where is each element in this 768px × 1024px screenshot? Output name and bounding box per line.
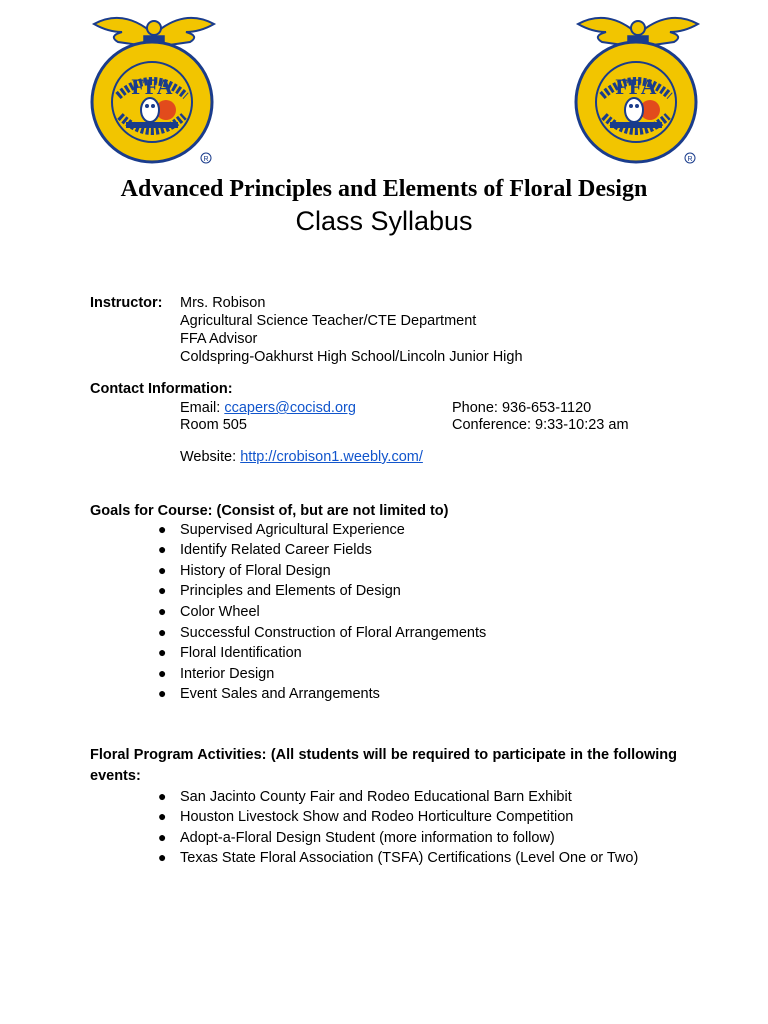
goal-item: Supervised Agricultural Experience (180, 522, 405, 538)
page-title: Advanced Principles and Elements of Floral Design (120, 176, 648, 202)
website-line (180, 448, 423, 466)
instructor-title: Agricultural Science Teacher/CTE Department (180, 313, 477, 329)
room-text: Room 505 (180, 417, 247, 433)
instructor-role: FFA Advisor (180, 331, 258, 347)
goal-item: Color Wheel (180, 604, 260, 620)
goal-item: Principles and Elements of Design (180, 583, 401, 599)
email-label: Email: (180, 400, 225, 416)
instructor-name: Mrs. Robison (180, 295, 266, 311)
ffa-emblem-right (574, 6, 702, 166)
bullet-icon: ● (158, 829, 167, 845)
bullet-icon: ● (158, 788, 167, 804)
logo-text: FFA (131, 74, 173, 99)
activity-item: Houston Livestock Show and Rodeo Horticulture Competition (180, 809, 574, 825)
activity-item: San Jacinto County Fair and Rodeo Educational Barn Exhibit (180, 789, 572, 805)
logo-text: FFA (615, 74, 657, 99)
activity-item: Adopt-a-Floral Design Student (more information to follow) (180, 830, 555, 846)
svg-text:R: R (687, 156, 693, 163)
goal-item: Interior Design (180, 666, 275, 682)
activity-item: Texas State Floral Association (TSFA) Certifications (Level One or Two) (180, 850, 639, 866)
ffa-emblem-left (90, 6, 218, 166)
instructor-school: Coldspring-Oakhurst High School/Lincoln Junior High (180, 349, 523, 365)
goal-item: Successful Construction of Floral Arrangements (180, 625, 487, 641)
bullet-icon: ● (158, 849, 167, 865)
bullet-icon: ● (158, 808, 167, 824)
bullet-icon: ● (158, 685, 167, 701)
bullet-icon: ● (158, 521, 167, 537)
bullet-icon: ● (158, 603, 167, 619)
bullet-icon: ● (158, 644, 167, 660)
email-line (180, 399, 356, 417)
bullet-icon: ● (158, 624, 167, 640)
website-label: Website: (180, 449, 241, 465)
website-link[interactable]: http://crobison1.weebly.com/ (240, 449, 423, 465)
activities-heading: Floral Program Activities: (All students will be required to participate in the following events: (90, 747, 677, 784)
bullet-icon: ● (158, 582, 167, 598)
phone-text: Phone: 936-653-1120 (452, 400, 592, 416)
email-link[interactable]: ccapers@cocisd.org (224, 400, 356, 416)
svg-text:R: R (203, 156, 209, 163)
bullet-icon: ● (158, 562, 167, 578)
page-subtitle: Class Syllabus (295, 206, 473, 236)
contact-label: Contact Information: (90, 381, 233, 397)
conference-text: Conference: 9:33-10:23 am (452, 417, 629, 433)
goal-item: Floral Identification (180, 645, 302, 661)
bullet-icon: ● (158, 541, 167, 557)
goal-item: Event Sales and Arrangements (180, 686, 380, 702)
goal-item: Identify Related Career Fields (180, 542, 372, 558)
instructor-label: Instructor: (90, 295, 163, 311)
goal-item: History of Floral Design (180, 563, 331, 579)
goals-heading: Goals for Course: (Consist of, but are not limited to) (90, 503, 449, 519)
bullet-icon: ● (158, 665, 167, 681)
